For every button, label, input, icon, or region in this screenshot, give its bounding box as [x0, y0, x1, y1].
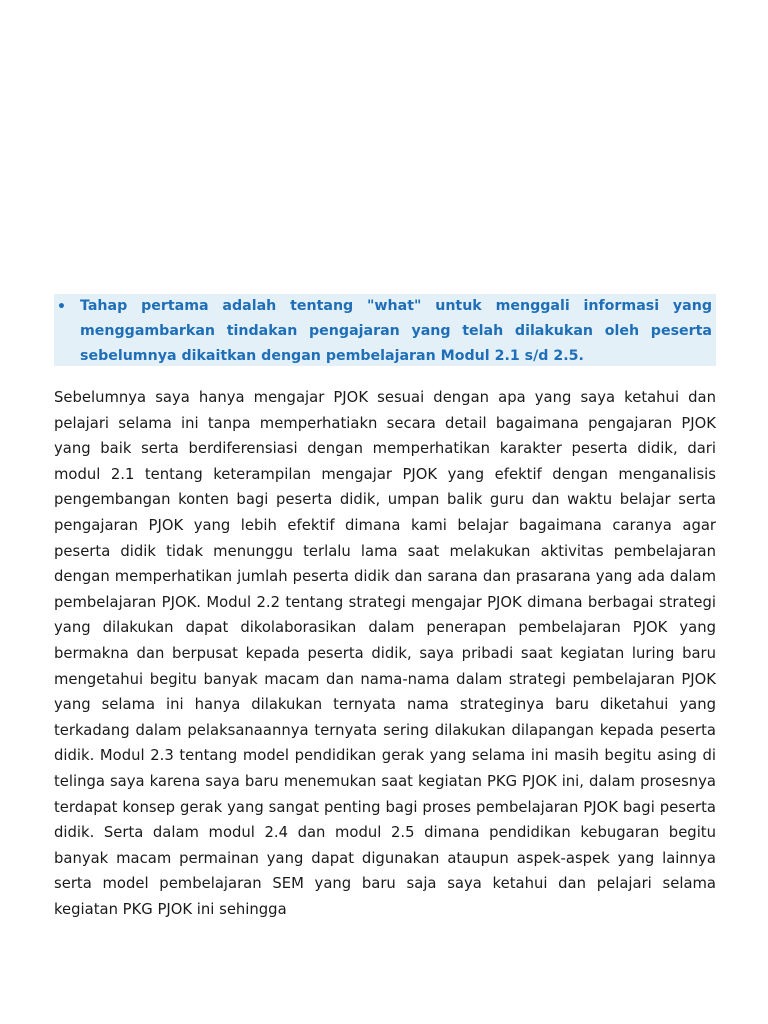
bullet-marker: •	[57, 299, 66, 315]
highlighted-bullet-item	[54, 294, 716, 366]
bullet-text: Tahap pertama adalah tentang "what" untuk menggali informasi yang menggambarkan tindakan pengajaran yang telah dilakukan oleh peserta sebelumnya dikaitkan dengan pembelajaran Modul 2.1 s/d 2.5.	[80, 298, 712, 364]
body-paragraph: Sebelumnya saya hanya mengajar PJOK sesuai dengan apa yang saya ketahui dan pelajari selama ini tanpa memperhatiakn secara detail bagaimana pengajaran PJOK yang baik serta berdiferensiasi dengan memperhatikan karakter peserta didik, dari modul 2.1 tentang keterampilan mengajar PJOK yang efektif dengan menganalisis pengembangan konten bagi peserta didik, umpan balik guru dan waktu belajar serta pengajaran PJOK yang lebih efektif dimana kami belajar bagaimana caranya agar peserta didik tidak menunggu terlalu lama saat melakukan aktivitas pembelajaran dengan memperhatikan jumlah peserta didik dan sarana dan prasarana yang ada dalam pembelajaran PJOK. Modul 2.2 tentang strategi mengajar PJOK dimana berbagai strategi yang dilakukan dapat dikolaborasikan dalam penerapan pembelajaran PJOK yang bermakna dan berpusat kepada peserta didik, saya pribadi saat kegiatan luring baru mengetahui begitu banyak macam dan nama-nama dalam strategi pembelajaran PJOK yang selama ini hanya dilakukan ternyata nama strateginya baru diketahui yang terkadang dalam pelaksanaannya ternyata sering dilakukan dilapangan kepada peserta didik. Modul 2.3 tentang model pendidikan gerak yang selama ini masih begitu asing di telinga saya karena saya baru menemukan saat kegiatan PKG PJOK ini, dalam prosesnya terdapat konsep gerak yang sangat penting bagi proses pembelajaran PJOK bagi peserta didik. Serta dalam modul 2.4 dan modul 2.5 dimana pendidikan kebugaran begitu banyak macam permainan yang dapat digunakan ataupun aspek-aspek yang lainnya serta model pembelajaran SEM yang baru saja saya ketahui dan pelajari selama kegiatan PKG PJOK ini sehingga	[54, 389, 716, 918]
